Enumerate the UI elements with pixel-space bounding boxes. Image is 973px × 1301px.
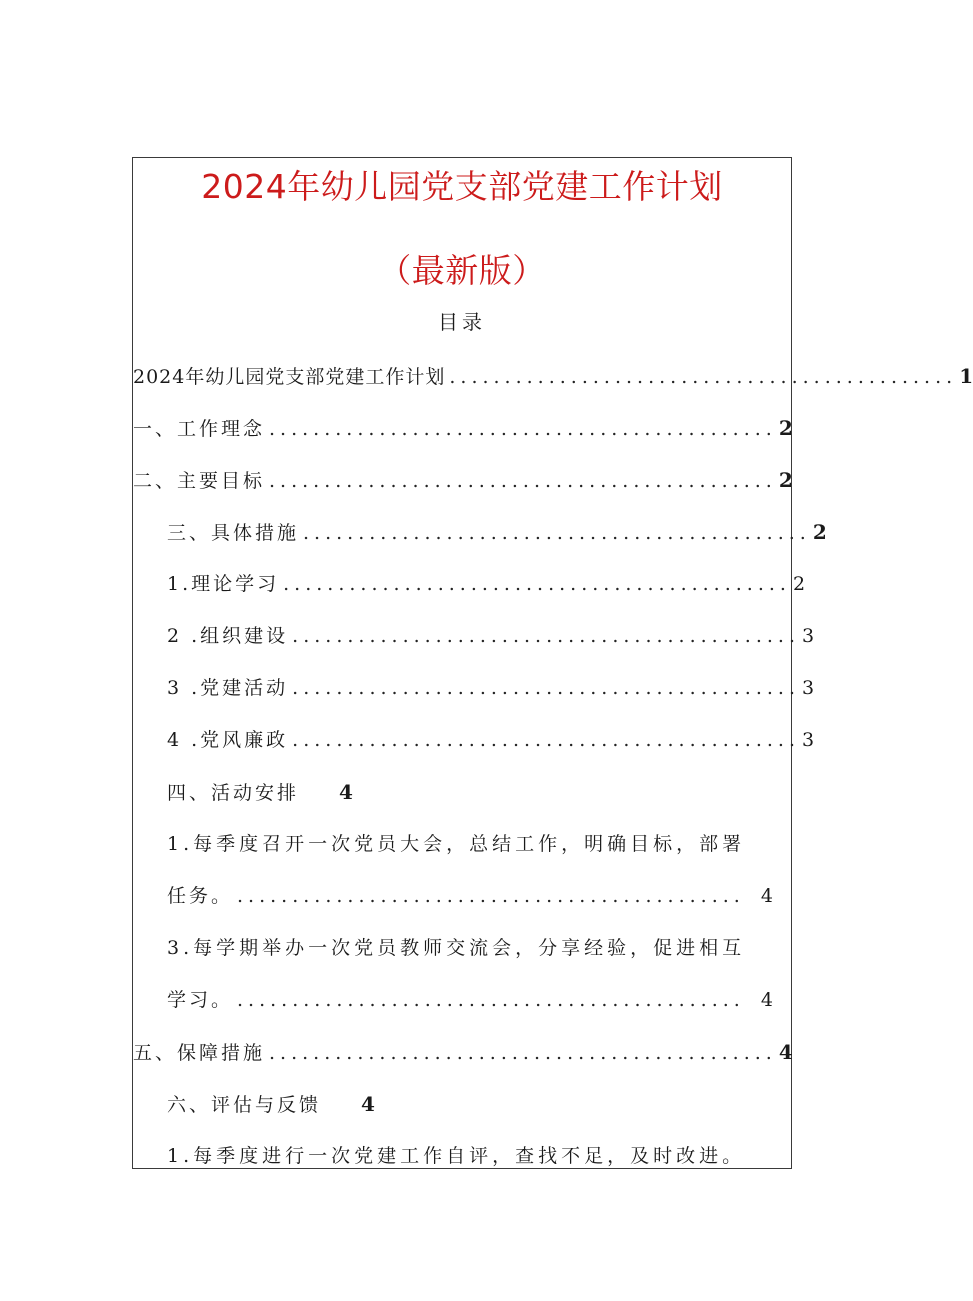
toc-entry-page: 3 — [802, 625, 815, 647]
toc-entry-label: 一、工作理念 — [133, 418, 266, 440]
toc-leader-dots: .............................................. — [237, 885, 745, 907]
toc-entry-label: 4 .党风廉政 — [167, 729, 289, 751]
document-title: 2024年幼儿园党支部党建工作计划 — [201, 167, 723, 206]
toc-entry[interactable] — [167, 572, 806, 596]
toc-leader-dots: .............................................. — [269, 1042, 777, 1064]
toc-entry[interactable] — [167, 988, 773, 1012]
toc-leader-dots: .............................................. — [283, 573, 791, 595]
document-subtitle: （最新版） — [378, 251, 546, 290]
toc-entry-page: 4 — [760, 885, 773, 907]
toc-entry-page: 4 — [778, 1040, 793, 1064]
document-frame — [132, 157, 973, 1169]
toc-entry[interactable] — [133, 364, 973, 389]
toc-entry-page: 4 — [361, 1092, 375, 1116]
toc-entry[interactable] — [133, 1040, 793, 1065]
toc-entry[interactable] — [167, 780, 353, 805]
toc-entry-page: 3 — [802, 729, 815, 751]
toc-entry-wrapped-line[interactable]: 3.每学期举办一次党员教师交流会，分享经验，促进相互 — [167, 937, 746, 959]
toc-entry[interactable] — [167, 624, 815, 648]
toc-entry-page: 1 — [959, 364, 973, 388]
toc-entry-label: 五、保障措施 — [133, 1042, 266, 1064]
toc-entry-page: 2 — [778, 468, 793, 492]
toc-entry-label: 学习。 — [167, 989, 234, 1011]
toc-entry[interactable] — [167, 1092, 375, 1117]
toc-leader-dots: .............................................. — [292, 729, 800, 751]
toc-entry-label: 1.理论学习 — [167, 573, 280, 595]
toc-entry-page: 2 — [778, 416, 793, 440]
toc-entry-page: 2 — [812, 520, 827, 544]
toc-entry[interactable] — [133, 416, 793, 441]
toc-leader-dots: .............................................. — [237, 989, 745, 1011]
toc-leader-dots: .............................................. — [292, 677, 800, 699]
toc-leader-dots: .............................................. — [292, 625, 800, 647]
toc-entry-page: 4 — [339, 780, 353, 804]
toc-entry-label: 四、活动安排 — [167, 782, 300, 804]
toc-entry-label: 2024年幼儿园党支部党建工作计划 — [133, 366, 446, 388]
toc-entry-wrapped-line[interactable]: 1.每季度召开一次党员大会，总结工作，明确目标，部署 — [167, 833, 746, 855]
toc-entry-label: 三、具体措施 — [167, 522, 300, 544]
toc-entry-page: 2 — [792, 573, 806, 595]
toc-entry[interactable] — [167, 520, 827, 545]
toc-leader-dots: .............................................. — [449, 366, 958, 388]
toc-entry-wrapped-line[interactable]: 1.每季度进行一次党建工作自评，查找不足，及时改进。 — [167, 1145, 746, 1167]
toc-leader-dots: .............................................. — [269, 418, 777, 440]
toc-entry[interactable] — [133, 468, 793, 493]
toc-entry-label: 二、主要目标 — [133, 470, 266, 492]
toc-leader-dots: .............................................. — [269, 470, 777, 492]
toc-entry-page: 3 — [802, 677, 815, 699]
toc-entry[interactable] — [167, 884, 773, 908]
toc-entry-label: 3 .党建活动 — [167, 677, 289, 699]
toc-entry-label: 任务。 — [167, 885, 234, 907]
toc-entry-label: 六、评估与反馈 — [167, 1094, 322, 1116]
toc-entry-label: 2 .组织建设 — [167, 625, 289, 647]
toc-entry-page: 4 — [760, 989, 773, 1011]
toc-leader-dots: .............................................. — [303, 522, 811, 544]
toc-entry[interactable] — [167, 728, 815, 752]
toc-heading: 目录 — [438, 310, 486, 334]
toc-entry[interactable] — [167, 676, 815, 700]
